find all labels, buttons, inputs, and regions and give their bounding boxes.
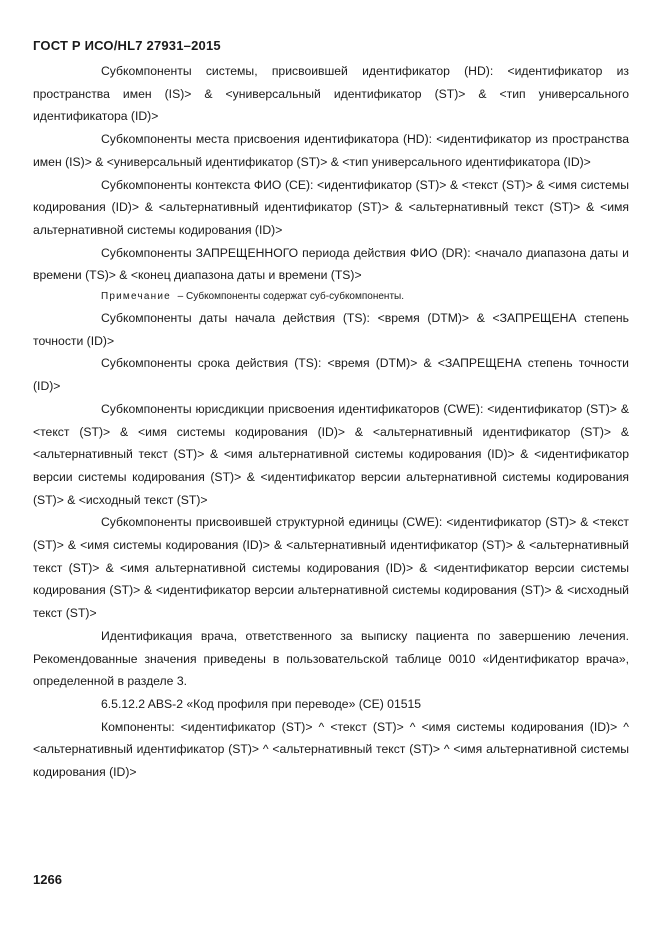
paragraph-ts-end: Субкомпоненты срока действия (TS): <время (DTM)> & <ЗАПРЕЩЕНА степень точности (ID)> xyxy=(33,356,629,394)
note-label: Примечание xyxy=(101,291,171,303)
paragraph-ts-start: Субкомпоненты даты начала действия (TS): <время (DTM)> & <ЗАПРЕЩЕНА степень точности (ID)> xyxy=(33,311,629,348)
paragraph-cwe-jurisdiction: Субкомпоненты юрисдикции присвоения идентификаторов (CWE): <идентификатор (ST)> & <текст (ST)> & <имя системы кодирования (ID)> & <альтернативный идентификатор (ST)> & <альтернативный текст (ST)> & <имя альтернативной системы кодирования (ID)> & <идентификатор версии системы кодирования (ST)> & <идентификатор версии альтернативной системы кодирования (ST)> & <исходный текст (ST)> xyxy=(33,401,629,507)
paragraph-ce-context: Субкомпоненты контекста ФИО (CE): <идентификатор (ST)> & <текст (ST)> & <имя системы кодирования (ID)> & <альтернативный идентификатор (ST)> & <альтернативный текст (ST)> & <имя альтернативной системы кодирования (ID)> xyxy=(33,177,629,237)
paragraph-cwe-unit: Субкомпоненты присвоившей структурной единицы (CWE): <идентификатор (ST)> & <текст (ST)> & <имя системы кодирования (ID)> & <альтернативный идентификатор (ST)> & <альтернативный текст (ST)> & <имя альтернативной системы кодирования (ID)> & <идентификатор версии системы кодирования (ST)> & <идентификатор версии альтернативной системы кодирования (ST)> & <исходный текст (ST)> xyxy=(33,515,629,621)
paragraph-hd-place: Субкомпоненты места присвоения идентификатора (HD): <идентификатор из пространства имен (IS)> & <универсальный идентификатор (ST)> & <тип универсального идентификатора (ID)> xyxy=(33,132,629,169)
paragraph-components: Компоненты: <идентификатор (ST)> ^ <текст (ST)> ^ <имя системы кодирования (ID)> ^ <альтернативный идентификатор (ST)> ^ <альтернативный текст (ST)> ^ <имя альтернативной системы кодирования (ID)> xyxy=(33,719,629,780)
note xyxy=(33,287,629,307)
page-number: 1266 xyxy=(33,872,62,887)
note-text: – Субкомпоненты содержат суб-субкомпоненты. xyxy=(177,291,404,303)
document-body xyxy=(33,60,629,784)
paragraph-physician: Идентификация врача, ответственного за выписку пациента по завершению лечения. Рекомендованные значения приведены в пользовательской таблице 0010 «Идентификатор врача», определенной в разделе 3. xyxy=(33,628,629,689)
paragraph-hd-system: Субкомпоненты системы, присвоившей идентификатор (HD): <идентификатор из пространства имен (IS)> & <универсальный идентификатор (ST)> & <тип универсального идентификатора (ID)> xyxy=(33,64,629,124)
paragraph-dr-period: Субкомпоненты ЗАПРЕЩЕННОГО периода действия ФИО (DR): <начало диапазона даты и времени (TS)> & <конец диапазона даты и времени (TS)> xyxy=(33,245,629,283)
document-header: ГОСТ Р ИСО/HL7 27931–2015 xyxy=(33,38,221,53)
section-heading: 6.5.12.2 ABS-2 «Код профиля при переводе» (CE) 01515 xyxy=(101,696,422,711)
